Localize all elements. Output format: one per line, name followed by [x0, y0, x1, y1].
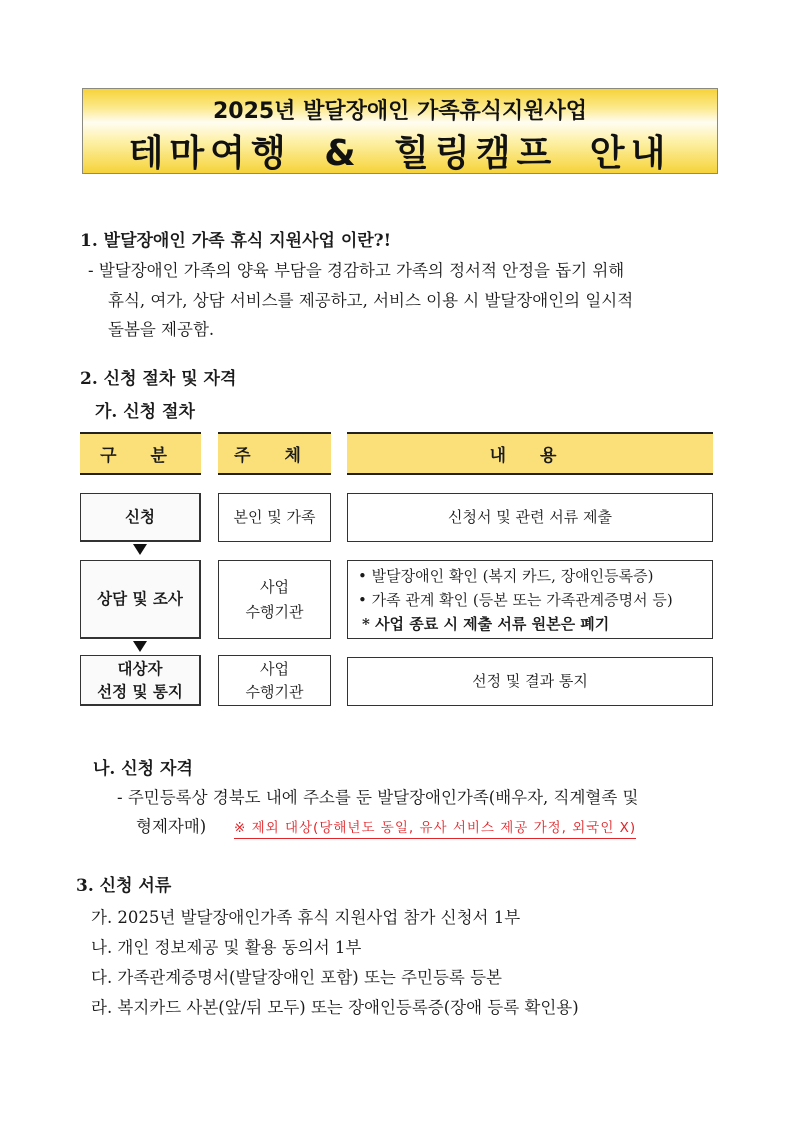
actor-label-line-2: 수행기관: [245, 682, 304, 701]
content-label: 신청서 및 관련 서류 제출: [448, 508, 612, 527]
actor-box-select: [218, 655, 331, 706]
document-item-1: 가. 2025년 발달장애인가족 휴식 지원사업 참가 신청서 1부: [91, 908, 521, 927]
step-label-line-1: 대상자: [117, 658, 163, 678]
content-note: * 사업 종료 시 제출 서류 원본은 폐기: [362, 614, 610, 633]
section1-line-3: 돌봄을 제공함.: [108, 320, 215, 339]
eligibility-line-1: - 주민등록상 경북도 내에 주소를 둔 발달장애인가족(배우자, 직계혈족 및: [117, 788, 639, 807]
section1-line-1: - 발달장애인 가족의 양육 부담을 경감하고 가족의 정서적 안정을 돕기 위해: [88, 261, 625, 280]
table-header-actor: [218, 432, 331, 475]
actor-label-line-1: 사업: [260, 577, 289, 596]
actor-label: 본인 및 가족: [233, 508, 316, 527]
step-box-select: [80, 655, 201, 706]
actor-label-line-1: 사업: [260, 660, 289, 678]
table-header-actor-label: 주 체: [234, 446, 315, 466]
content-box-consult: [347, 560, 713, 639]
exclusion-note: ※ 제외 대상(당해년도 동일, 유사 서비스 제공 가정, 외국인 X): [234, 816, 636, 839]
table-header-content-label: 내 용: [489, 446, 571, 466]
step-label: 상담 및 조사: [97, 589, 183, 609]
step-label: 신청: [125, 507, 155, 527]
step-label-line-2: 선정 및 통지: [97, 682, 183, 701]
banner-subtitle: 2025년 발달장애인 가족휴식지원사업: [212, 99, 588, 124]
step-box-consult: [80, 560, 201, 639]
down-arrow-icon: [133, 641, 147, 652]
document-item-4: 라. 복지카드 사본(앞/뒤 모두) 또는 장애인등록증(장애 등록 확인용): [91, 998, 579, 1017]
document-item-2: 나. 개인 정보제공 및 활용 동의서 1부: [91, 938, 362, 957]
content-label: 선정 및 결과 통지: [472, 672, 588, 691]
step-box-apply: [80, 493, 201, 542]
banner-title: 테마여행 & 힐링캠프 안내: [128, 133, 672, 174]
content-box-select: [347, 657, 713, 706]
actor-label-line-2: 수행기관: [245, 602, 304, 621]
section3-heading: 3. 신청 서류: [76, 876, 172, 896]
down-arrow-icon: [133, 544, 147, 555]
table-header-category-label: 구 분: [100, 446, 181, 466]
section1-heading: 1. 발달장애인 가족 휴식 지원사업 이란?!: [80, 231, 392, 251]
content-box-apply: [347, 493, 713, 542]
section2-sub-a-heading: 가. 신청 절차: [95, 402, 195, 422]
section2-sub-b-heading: 나. 신청 자격: [93, 759, 193, 779]
section1-line-2: 휴식, 여가, 상담 서비스를 제공하고, 서비스 이용 시 발달장애인의 일시적: [108, 291, 634, 310]
table-header-category: [80, 432, 201, 475]
section2-heading: 2. 신청 절차 및 자격: [80, 369, 237, 389]
table-header-content: [347, 432, 713, 475]
eligibility-line-2: 형제자매): [136, 817, 207, 836]
document-item-3: 다. 가족관계증명서(발달장애인 포함) 또는 주민등록 등본: [91, 968, 502, 987]
content-bullet-2: • 가족 관계 확인 (등본 또는 가족관계증명서 등): [358, 590, 673, 609]
actor-box-apply: [218, 493, 331, 542]
content-bullet-1: • 발달장애인 확인 (복지 카드, 장애인등록증): [358, 566, 654, 585]
title-banner: [82, 88, 718, 174]
actor-box-consult: [218, 560, 331, 639]
